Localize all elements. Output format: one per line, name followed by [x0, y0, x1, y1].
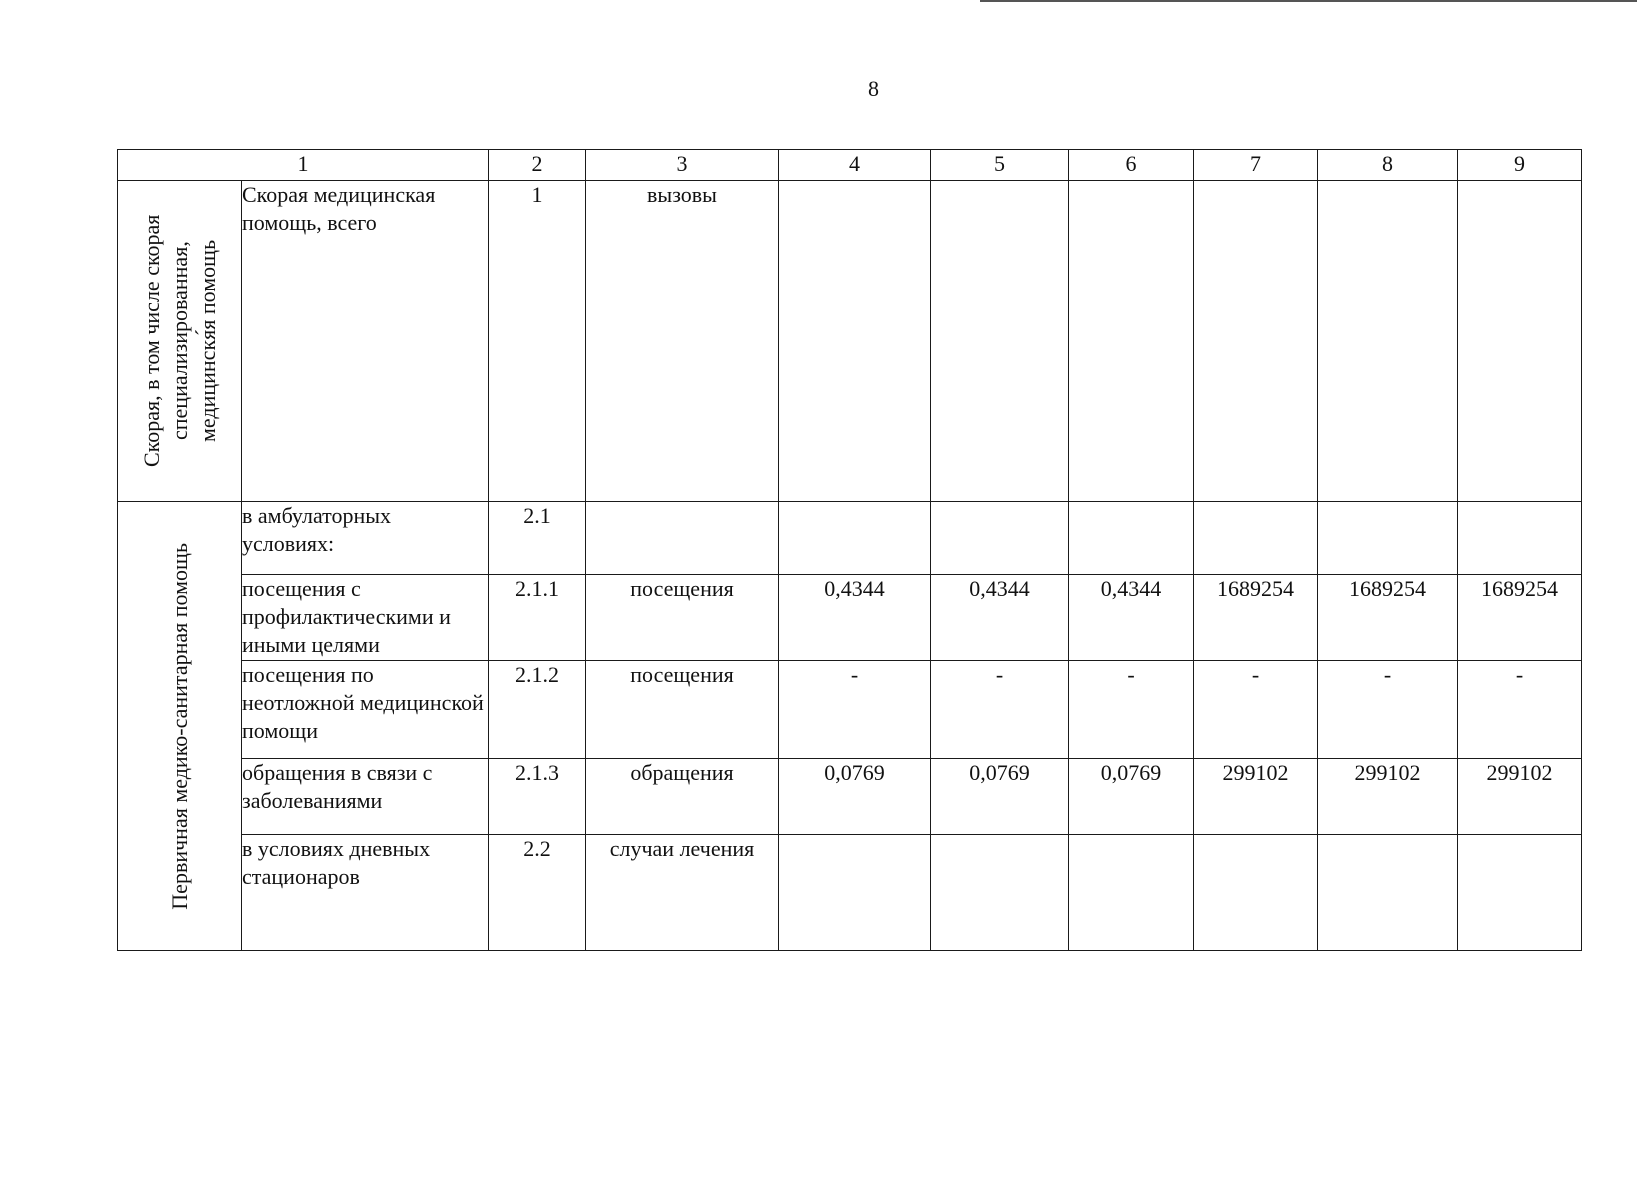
row-value-5: 0,0769	[931, 758, 1069, 834]
row-value-6	[1069, 834, 1194, 950]
row-value-8: -	[1318, 661, 1458, 758]
row-value-9: 299102	[1458, 758, 1582, 834]
row-value-6: -	[1069, 661, 1194, 758]
row-name: в условиях дневных стационаров	[242, 834, 489, 950]
row-code: 2.1.2	[489, 661, 586, 758]
row-unit: посещения	[586, 575, 779, 661]
table-row	[118, 834, 1582, 950]
header-cell-6: 6	[1069, 150, 1194, 181]
section-label-text: Первичная медико-санитарная помощь	[166, 542, 192, 910]
header-cell-7: 7	[1194, 150, 1318, 181]
header-cell-9: 9	[1458, 150, 1582, 181]
section-label-emergency	[118, 181, 242, 502]
data-table	[117, 149, 1582, 951]
header-cell-8: 8	[1318, 150, 1458, 181]
table-row	[118, 758, 1582, 834]
row-value-6: 0,4344	[1069, 575, 1194, 661]
row-unit	[586, 502, 779, 575]
row-value-5: 0,4344	[931, 575, 1069, 661]
top-border-line	[980, 0, 1637, 2]
row-code: 2.1.1	[489, 575, 586, 661]
row-name: Скорая медицинская помощь, всего	[242, 181, 489, 502]
row-value-4: 0,0769	[779, 758, 931, 834]
row-value-4	[779, 834, 931, 950]
row-value-7	[1194, 834, 1318, 950]
row-code: 2.1	[489, 502, 586, 575]
row-code: 2.2	[489, 834, 586, 950]
row-value-5	[931, 502, 1069, 575]
table-row	[118, 575, 1582, 661]
header-cell-5: 5	[931, 150, 1069, 181]
section-label-text: Скорая, в том числе скорая специализированная, медицинскя́я помощь	[138, 214, 220, 468]
row-code: 2.1.3	[489, 758, 586, 834]
row-unit: обращения	[586, 758, 779, 834]
row-value-5: -	[931, 661, 1069, 758]
row-value-8: 1689254	[1318, 575, 1458, 661]
table-row	[118, 181, 1582, 502]
row-value-7: 1689254	[1194, 575, 1318, 661]
row-value-9: -	[1458, 661, 1582, 758]
row-value-7: 299102	[1194, 758, 1318, 834]
row-value-4	[779, 502, 931, 575]
row-value-6: 0,0769	[1069, 758, 1194, 834]
table-row	[118, 661, 1582, 758]
header-cell-3: 3	[586, 150, 779, 181]
page-number: 8	[868, 76, 879, 101]
row-value-4: -	[779, 661, 931, 758]
row-value-8	[1318, 181, 1458, 502]
header-cell-1: 1	[118, 150, 489, 181]
row-value-6	[1069, 181, 1194, 502]
row-value-9	[1458, 502, 1582, 575]
row-value-8: 299102	[1318, 758, 1458, 834]
section-label-primary	[118, 502, 242, 951]
row-value-5	[931, 181, 1069, 502]
row-value-8	[1318, 834, 1458, 950]
header-cell-4: 4	[779, 150, 931, 181]
row-unit: посещения	[586, 661, 779, 758]
row-value-5	[931, 834, 1069, 950]
row-value-7	[1194, 181, 1318, 502]
row-value-9	[1458, 181, 1582, 502]
header-row	[118, 150, 1582, 181]
row-value-8	[1318, 502, 1458, 575]
row-name: в амбулаторных условиях:	[242, 502, 489, 575]
row-value-9: 1689254	[1458, 575, 1582, 661]
row-name: посещения по неотложной медицинской помощи	[242, 661, 489, 758]
row-value-7: -	[1194, 661, 1318, 758]
row-value-7	[1194, 502, 1318, 575]
row-code: 1	[489, 181, 586, 502]
row-value-9	[1458, 834, 1582, 950]
row-unit: вызовы	[586, 181, 779, 502]
table-row	[118, 502, 1582, 575]
row-value-4: 0,4344	[779, 575, 931, 661]
row-unit: случаи лечения	[586, 834, 779, 950]
header-cell-2: 2	[489, 150, 586, 181]
row-value-6	[1069, 502, 1194, 575]
row-value-4	[779, 181, 931, 502]
row-name: посещения с профилактическими и иными целями	[242, 575, 489, 661]
row-name: обращения в связи с заболеваниями	[242, 758, 489, 834]
